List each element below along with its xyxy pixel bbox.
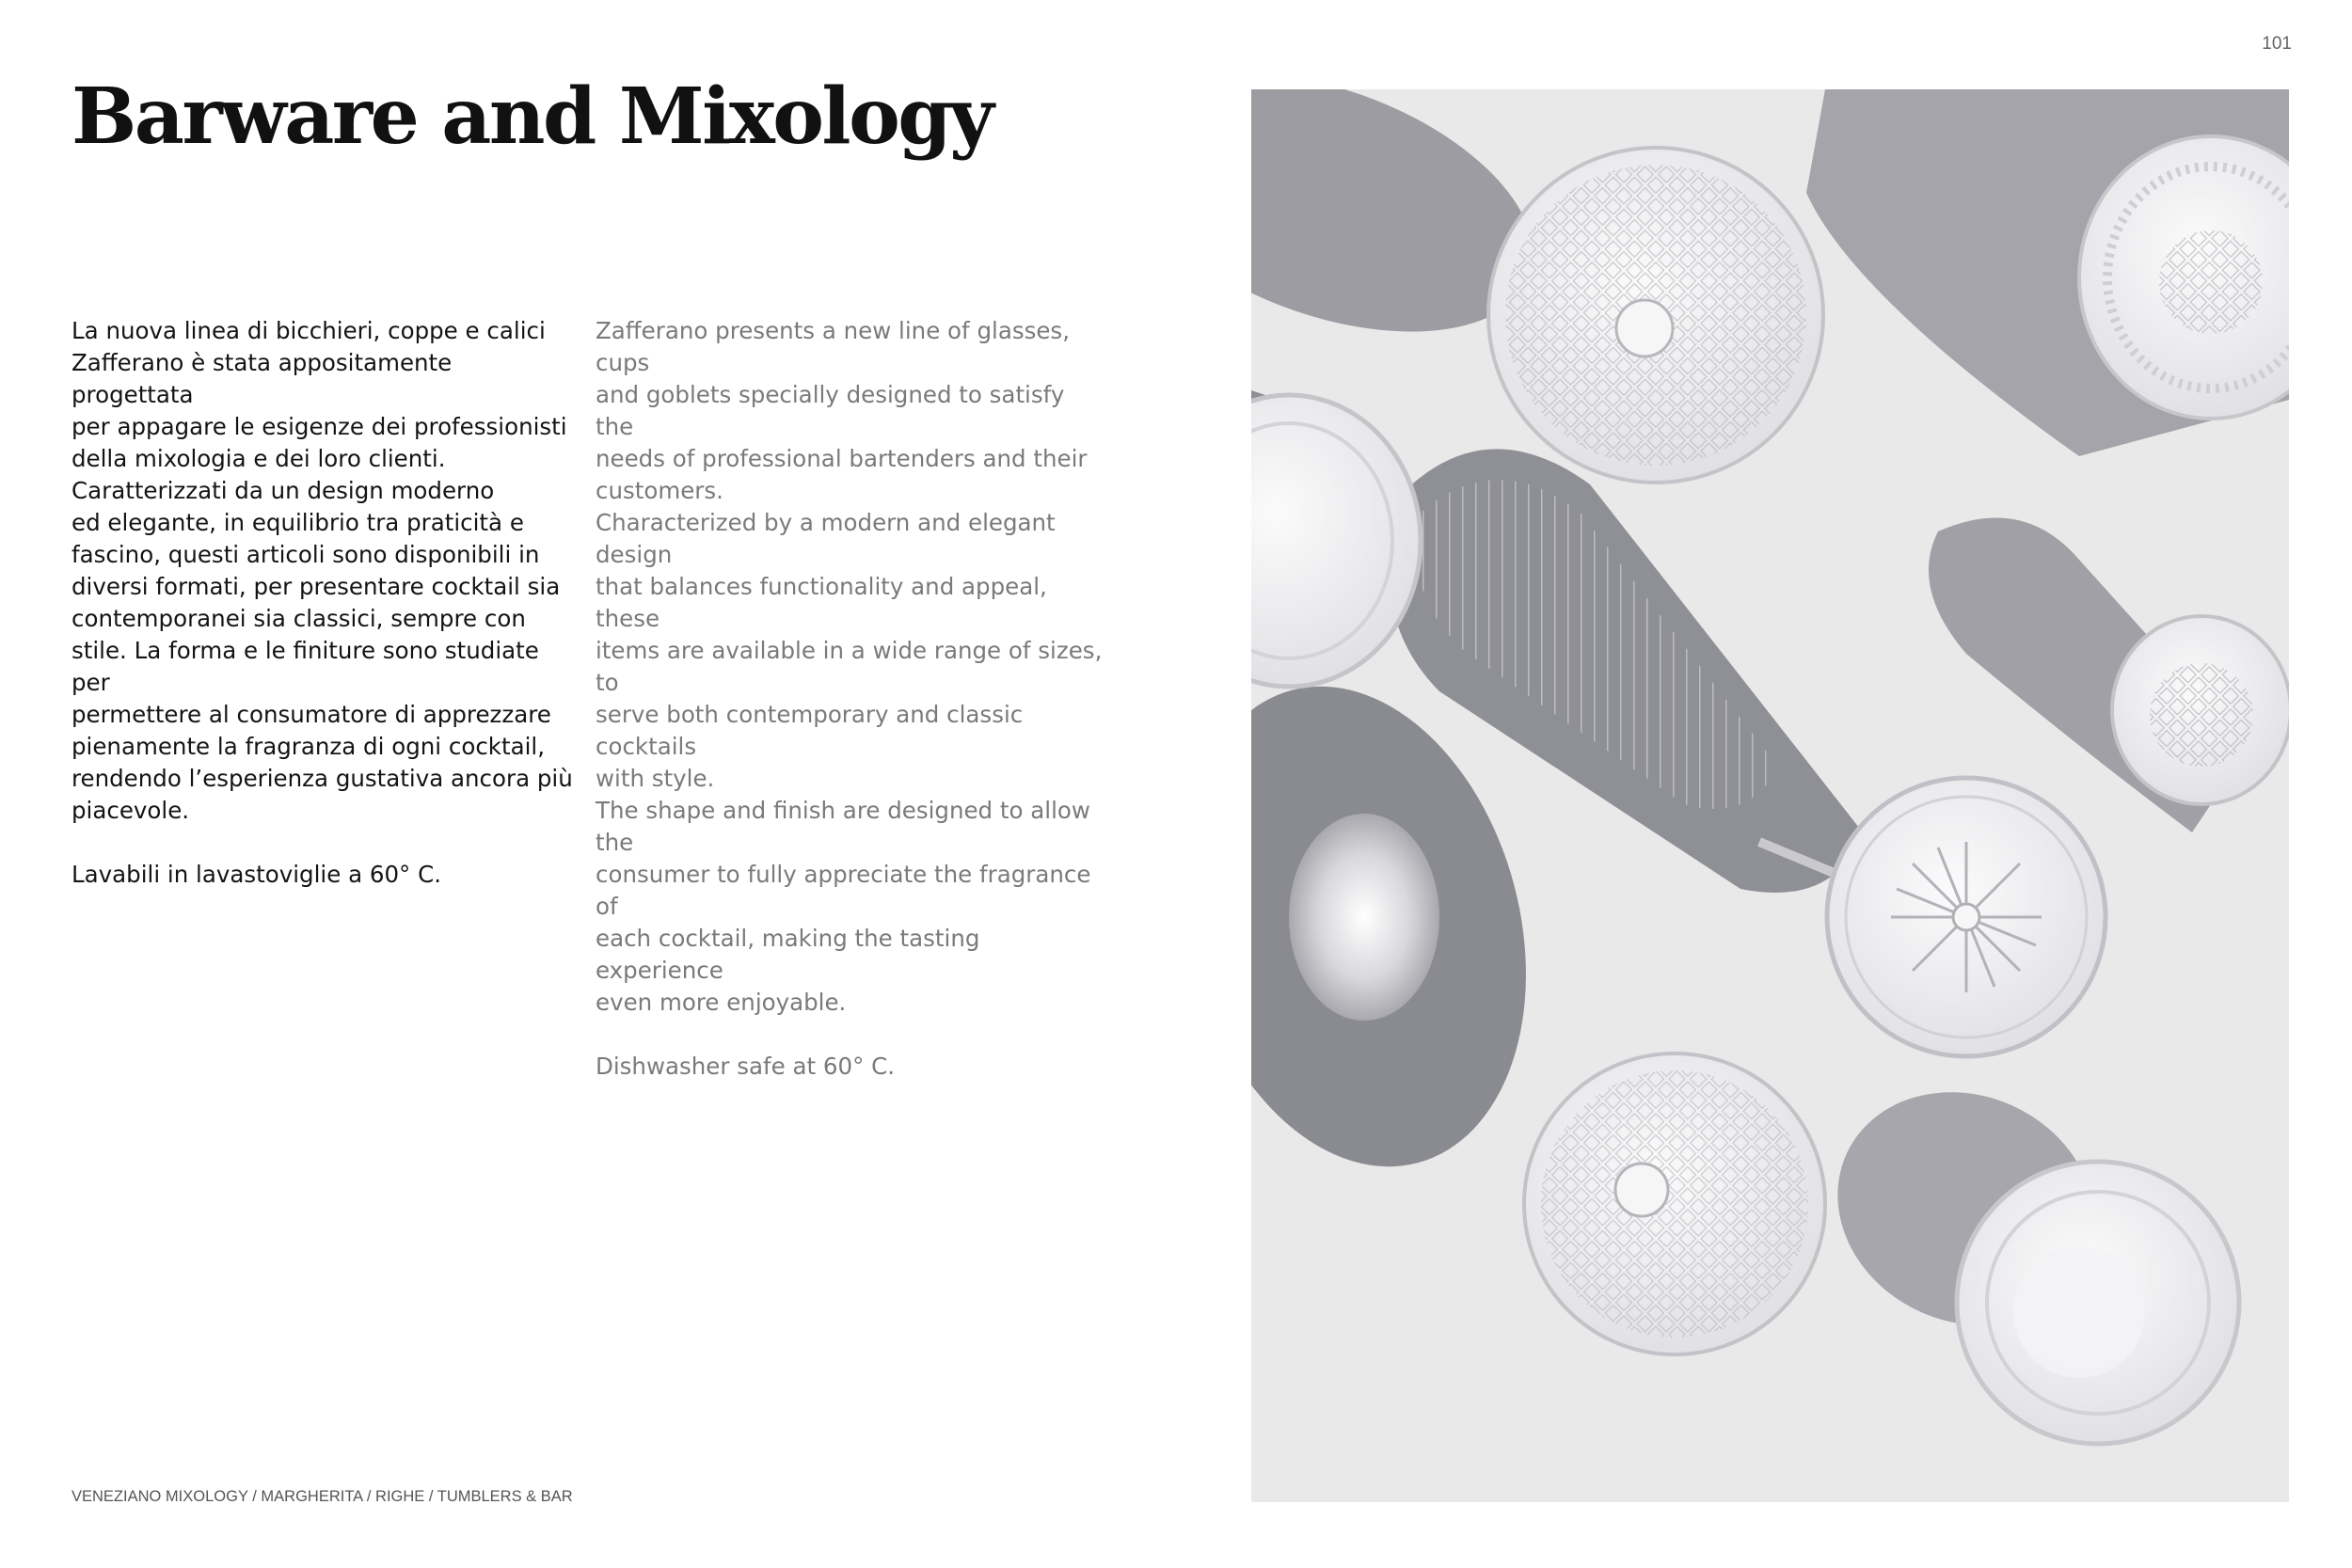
text-line: fascino, questi articoli sono disponibili in [72,541,540,568]
text-line: per appagare le esigenze dei professionisti [72,413,567,440]
clear-tumbler-bottom-right [1957,1162,2239,1444]
text-line: ed elegante, in equilibrio tra praticità e [72,509,524,536]
text-line: even more enjoyable. [596,989,847,1016]
footer-collection-list: VENEZIANO MIXOLOGY / MARGHERITA / RIGHE / TUMBLERS & BAR [72,1488,573,1505]
text-line: contemporanei sia classici, sempre con [72,605,526,632]
text-line: and goblets specially designed to satisfy the [596,381,1065,440]
text-line: with style. [596,765,715,792]
italian-description [72,315,580,891]
text-line: needs of professional bartenders and their [596,445,1088,472]
text-line: serve both contemporary and classic cocktails [596,701,1024,760]
italian-dishwasher-note: Lavabili in lavastoviglie a 60° C. [72,861,441,888]
text-line: stile. La forma e le finiture sono studiate per [72,637,539,696]
text-line: Zafferano è stata appositamente progettata [72,349,453,408]
cut-crystal-goblet-bottom [1524,1053,1825,1354]
text-line: customers. [596,477,723,504]
text-line: rendendo l’esperienza gustativa ancora più [72,765,573,792]
english-body [596,315,1104,1019]
english-dishwasher-note: Dishwasher safe at 60° C. [596,1053,896,1080]
small-faceted-glass-right [2112,616,2289,804]
text-line: permettere al consumatore di apprezzare [72,701,551,728]
page-title: Barware and Mixology [72,71,993,162]
text-line: La nuova linea di bicchieri, coppe e calici [72,317,546,344]
text-line: that balances functionality and appeal, these [596,573,1047,632]
text-line: Zafferano presents a new line of glasses, cups [596,317,1070,376]
text-line: pienamente la fragranza di ogni cocktail, [72,733,546,760]
italian-body [72,315,580,827]
text-line: The shape and finish are designed to allow the [596,797,1090,856]
page-number: 101 [2262,34,2292,54]
text-line: Caratterizzati da un design moderno [72,477,495,504]
text-line: Characterized by a modern and elegant design [596,509,1056,568]
text-line: piacevole. [72,797,190,824]
english-description [596,315,1104,1083]
text-line: each cocktail, making the tasting experience [596,925,980,984]
text-line: della mixologia e dei loro clienti. [72,445,446,472]
text-line: items are available in a wide range of sizes, to [596,637,1103,696]
text-line: diversi formati, per presentare cocktail sia [72,573,561,600]
text-line: consumer to fully appreciate the fragrance of [596,861,1091,920]
cut-crystal-goblet-top [1488,148,1823,483]
glassware-photo [1251,89,2289,1502]
